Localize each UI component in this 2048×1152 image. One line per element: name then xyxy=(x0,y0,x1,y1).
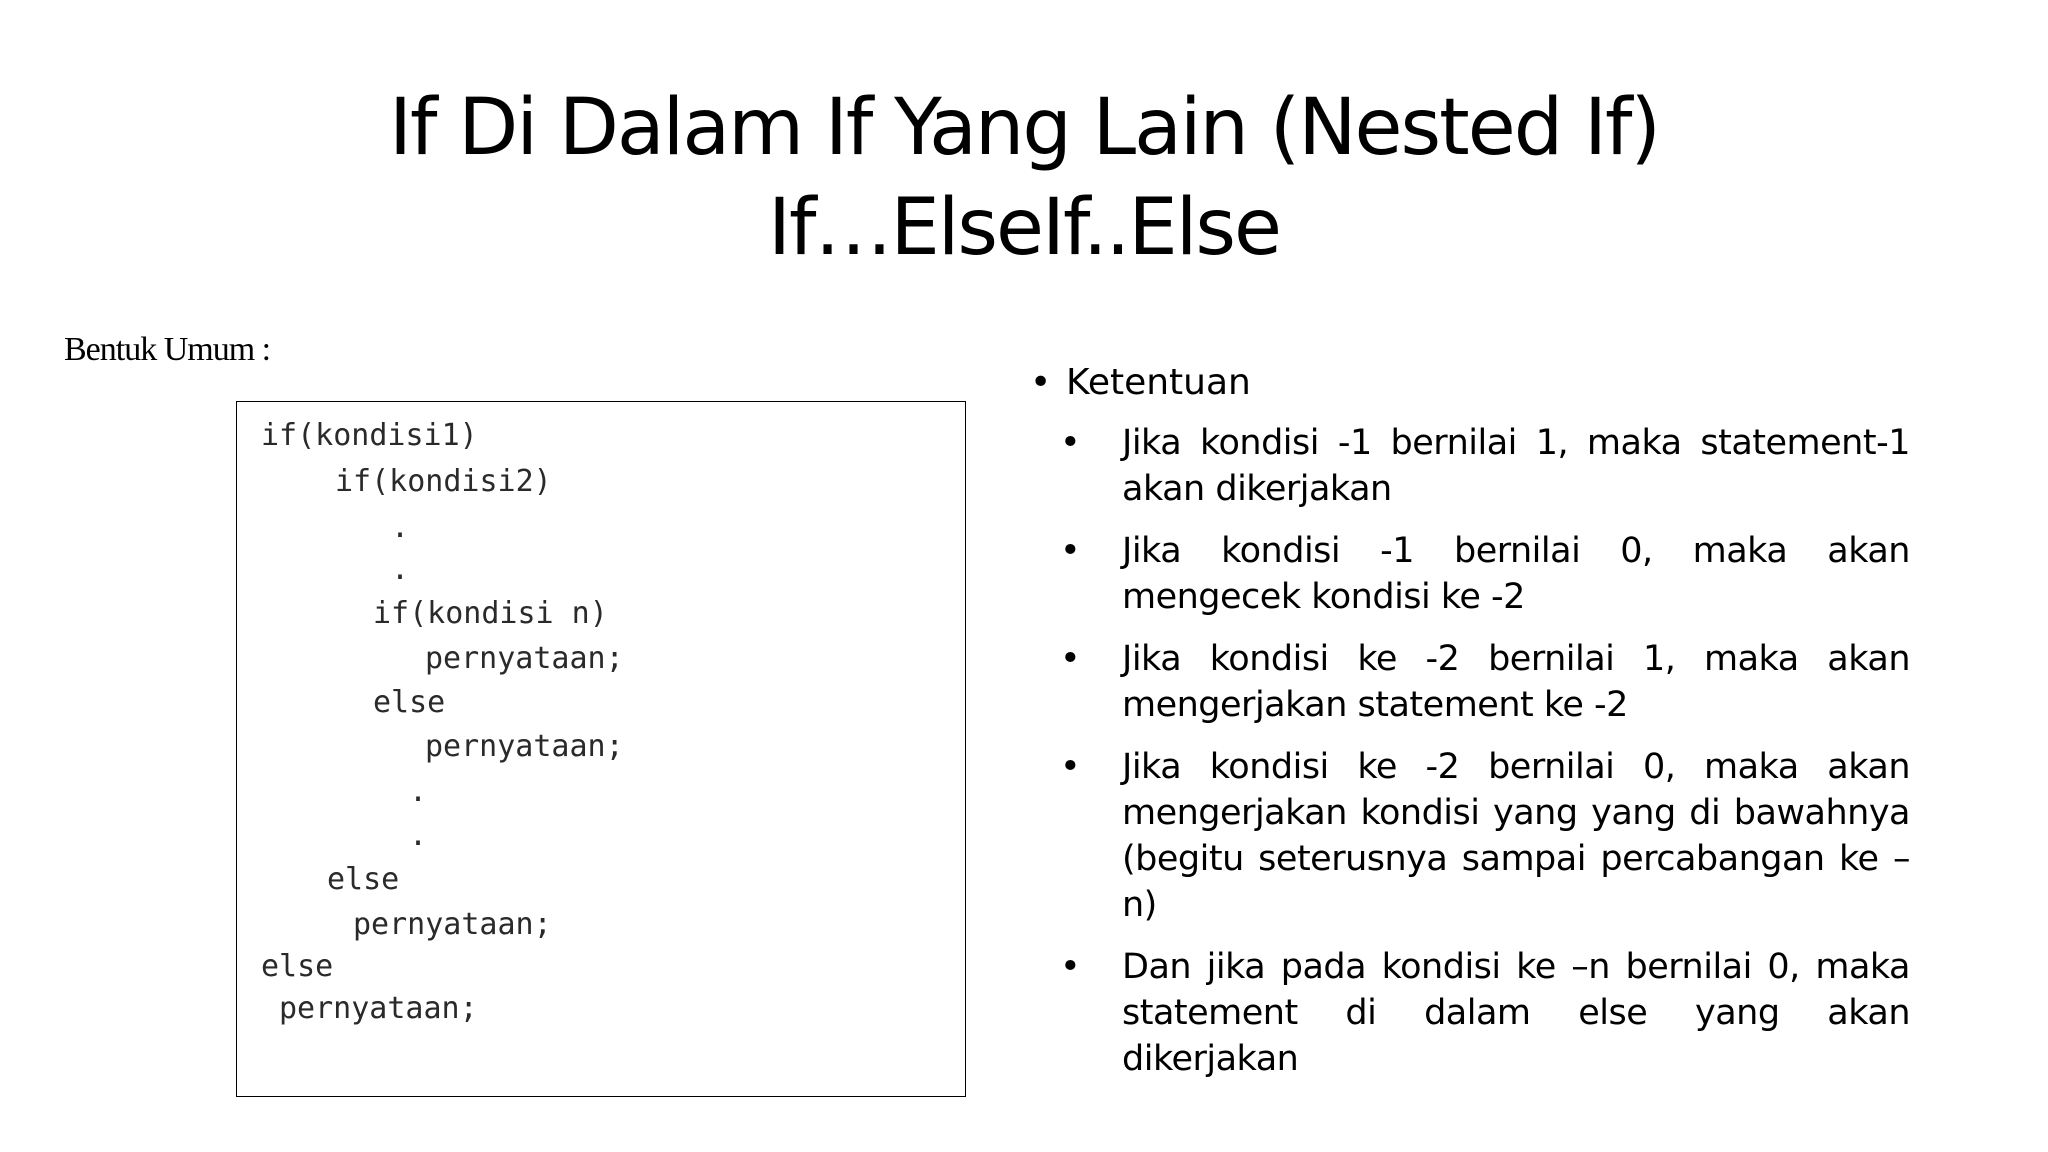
rule-item xyxy=(1030,420,1910,512)
rule-text: Dan jika pada kondisi ke –n bernilai 0, maka statement di dalam else yang akan dikerjakan xyxy=(1122,947,1910,1079)
rule-item xyxy=(1030,636,1910,728)
rules-heading: Ketentuan xyxy=(1066,362,1251,403)
code-snippet-box xyxy=(236,401,966,1097)
bullet-icon: • xyxy=(1060,747,1081,787)
code-line: . xyxy=(409,774,428,809)
code-line: pernyataan; xyxy=(279,991,478,1026)
code-line: pernyataan; xyxy=(353,907,552,942)
rules-heading-item xyxy=(1030,360,1910,406)
code-line: else xyxy=(261,949,334,984)
rules-sub-list xyxy=(1030,420,1910,1082)
code-line: else xyxy=(373,685,446,720)
code-line: pernyataan; xyxy=(425,641,624,676)
code-line: if(kondisi2) xyxy=(335,464,552,499)
code-line: pernyataan; xyxy=(425,729,624,764)
bullet-icon: • xyxy=(1060,639,1081,679)
rule-item xyxy=(1030,944,1910,1082)
code-line: if(kondisi n) xyxy=(373,596,608,631)
code-line: . xyxy=(391,510,410,545)
rule-item xyxy=(1030,744,1910,928)
code-line: if(kondisi1) xyxy=(261,418,478,453)
slide-title-line-2: If…ElseIf..Else xyxy=(767,183,1280,273)
bullet-icon: • xyxy=(1060,947,1081,987)
bullet-icon: • xyxy=(1060,531,1081,571)
code-line: else xyxy=(327,862,400,897)
code-heading: Bentuk Umum : xyxy=(64,331,271,368)
code-line: . xyxy=(391,552,410,587)
rule-text: Jika kondisi ke -2 bernilai 1, maka akan mengerjakan statement ke -2 xyxy=(1122,639,1910,725)
rules-list xyxy=(1030,360,1910,1098)
slide-title-line-1: If Di Dalam If Yang Lain (Nested If) xyxy=(389,83,1659,173)
slide-title xyxy=(0,78,2048,278)
rule-text: Jika kondisi -1 bernilai 1, maka statement-1 akan dikerjakan xyxy=(1122,423,1910,509)
bullet-icon: • xyxy=(1030,362,1052,403)
bullet-icon: • xyxy=(1060,423,1081,463)
code-line: . xyxy=(409,818,428,853)
rule-text: Jika kondisi ke -2 bernilai 0, maka akan mengerjakan kondisi yang yang di bawahnya (begitu seterusnya sampai percabangan ke –n) xyxy=(1122,747,1910,925)
rule-text: Jika kondisi -1 bernilai 0, maka akan mengecek kondisi ke -2 xyxy=(1122,531,1910,617)
rule-item xyxy=(1030,528,1910,620)
